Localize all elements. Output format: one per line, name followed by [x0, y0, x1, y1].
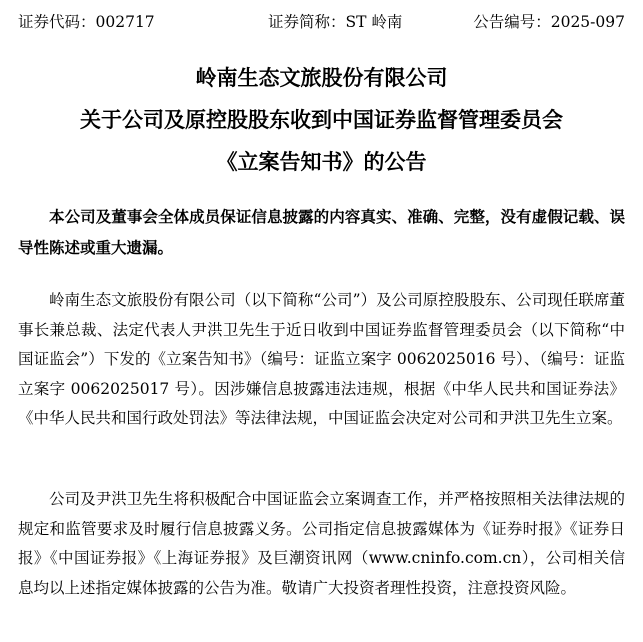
stock-code: 证券代码：002717: [18, 13, 155, 31]
body-paragraph: 岭南生态文旅股份有限公司（以下简称“公司”）及公司原控股股东、公司现任联席董事长兼总裁、法定代表人尹洪卫先生于近日收到中国证券监督管理委员会（以下简称“中国证监会”）下发的《立案告知书》（编号：证监立案字 0062025016 号）、（编号：证监立案字 0062025017 号）。因涉嫌信息披露违法违规，根据《中华人民共和国证券法》《中华人民共和国行政处罚法》等法律法规，中国证监会决定对公司和尹洪卫先生立案。: [18, 291, 625, 428]
announcement-title-line: 关于公司及原控股股东收到中国证券监督管理委员会: [80, 108, 563, 132]
announcement-number: 公告编号：2025-097: [473, 13, 625, 31]
announcement-title-line: 《立案告知书》的公告: [216, 150, 427, 174]
company-name-title: 岭南生态文旅股份有限公司: [195, 66, 448, 90]
board-guarantee-statement: 本公司及董事会全体成员保证信息披露的内容真实、准确、完整，没有虚假记载、误导性陈述或重大遗漏。: [18, 208, 625, 257]
body-paragraph: 公司及尹洪卫先生将积极配合中国证监会立案调查工作，并严格按照相关法律法规的规定和监管要求及时履行信息披露义务。公司指定信息披露媒体为《证券时报》《证券日报》《中国证券报》《上海证券报》及巨潮资讯网（www.cninfo.com.cn），公司相关信息均以上述指定媒体披露的公告为准。敬请广大投资者理性投资，注意投资风险。: [18, 490, 625, 597]
announcement-header: [18, 10, 625, 34]
stock-name: 证券简称：ST 岭南: [268, 13, 403, 31]
